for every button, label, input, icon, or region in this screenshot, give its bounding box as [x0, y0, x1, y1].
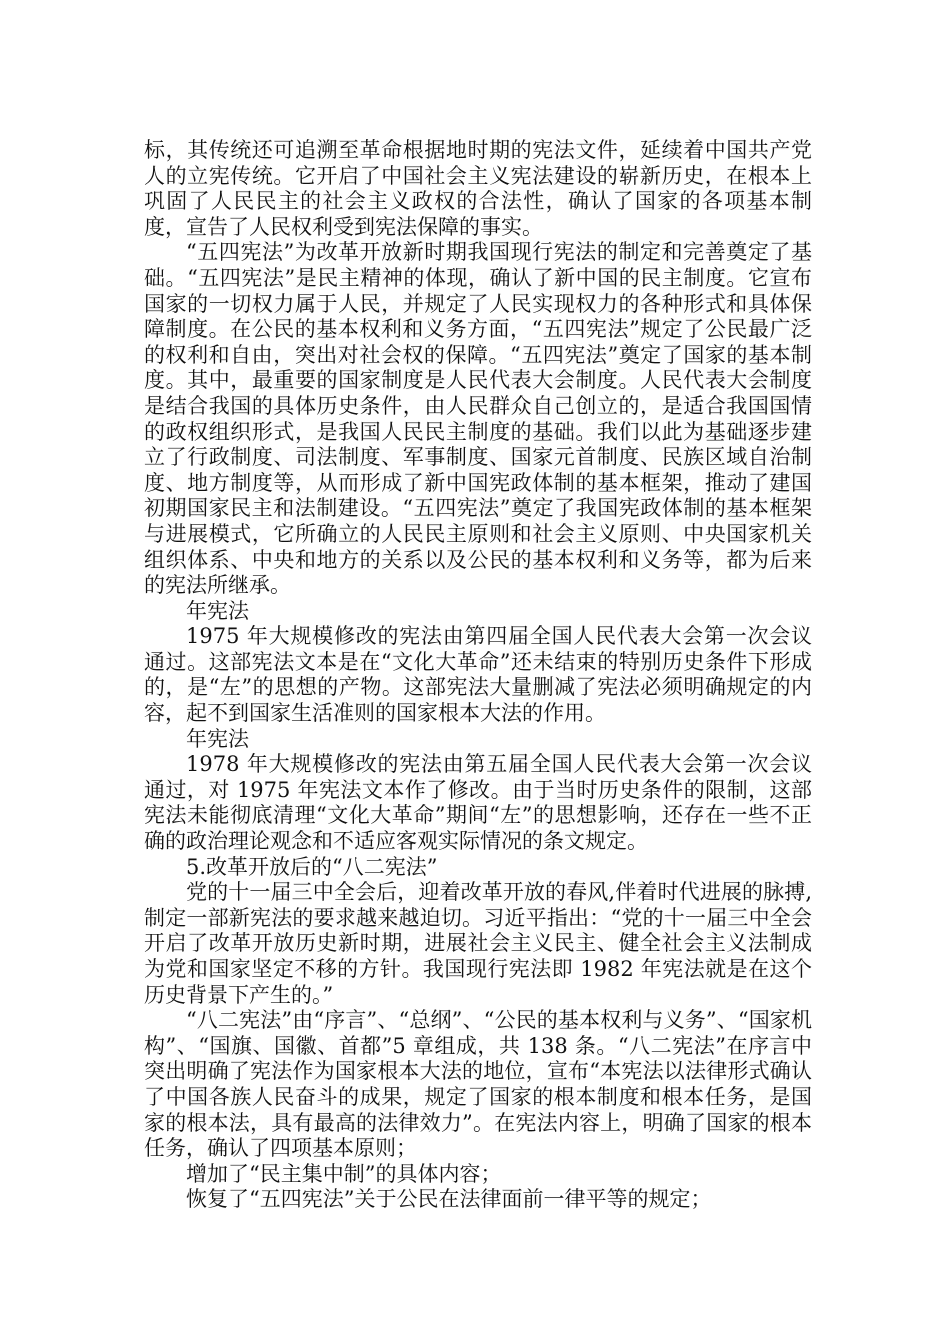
paragraph: “八二宪法”由“序言”、“总纲”、“公民的基本权利与义务”、“国家机构”、“国旗、国徽、首都”5 章组成，共 138 条。“八二宪法”在序言中突出明确了宪法作为国家根本大法的地位，宣布“本宪法以法律形式确认了中国各族人民奋斗的成果，规定了国家的根本制度和根本任务，是国家的根本法，具有最高的法律效力”。在宪法内容上，明确了国家的根本任务，确认了四项基本原则；	[144, 1008, 812, 1161]
document-body	[144, 138, 812, 1213]
paragraph: 增加了“民主集中制”的具体内容；	[186, 1161, 502, 1186]
section-heading: 年宪法	[186, 598, 249, 623]
paragraph: 标，其传统还可追溯至革命根据地时期的宪法文件，延续着中国共产党人的立宪传统。它开启了中国社会主义宪法建设的崭新历史，在根本上巩固了人民民主的社会主义政权的合法性，确认了国家的各项基本制度，宣告了人民权利受到宪法保障的事实。	[144, 138, 812, 239]
section-heading: 5.改革开放后的“八二宪法”	[186, 854, 438, 879]
paragraph: 恢复了“五四宪法”关于公民在法律面前一律平等的规定；	[186, 1187, 712, 1212]
paragraph: 党的十一届三中全会后，迎着改革开放的春风,伴着时代进展的脉搏,制定一部新宪法的要求越来越迫切。习近平指出：“党的十一届三中全会开启了改革开放历史新时期，进展社会主义民主、健全社会主义法制成为党和国家坚定不移的方针。我国现行宪法即 1982 年宪法就是在这个历史背景下产生的。”	[144, 880, 812, 1007]
paragraph: 1975 年大规模修改的宪法由第四届全国人民代表大会第一次会议通过。这部宪法文本是在“文化大革命”还未结束的特别历史条件下形成的，是“左”的思想的产物。这部宪法大量删减了宪法必须明确规定的内容，起不到国家生活准则的国家根本大法的作用。	[144, 624, 812, 726]
paragraph: “五四宪法”为改革开放新时期我国现行宪法的制定和完善奠定了基础。“五四宪法”是民主精神的体现，确认了新中国的民主制度。它宣布国家的一切权力属于人民，并规定了人民实现权力的各种形式和具体保障制度。在公民的基本权利和义务方面，“五四宪法”规定了公民最广泛的权利和自由，突出对社会权的保障。“五四宪法”奠定了国家的基本制度。其中，最重要的国家制度是人民代表大会制度。人民代表大会制度是结合我国的具体历史条件，由人民群众自己创立的，是适合我国国情的政权组织形式，是我国人民民主制度的基础。我们以此为基础逐步建立了行政制度、司法制度、军事制度、国家元首制度、民族区域自治制度、地方制度等，从而形成了新中国宪政体制的基本框架，推动了建国初期国家民主和法制建设。“五四宪法”奠定了我国宪政体制的基本框架与进展模式，它所确立的人民民主原则和社会主义原则、中央国家机关组织体系、中央和地方的关系以及公民的基本权利和义务等，都为后来的宪法所继承。	[144, 240, 812, 598]
paragraph: 1978 年大规模修改的宪法由第五届全国人民代表大会第一次会议通过，对 1975 年宪法文本作了修改。由于当时历史条件的限制，这部宪法未能彻底清理“文化大革命”期间“左”的思想影响，还存在一些不正确的政治理论观念和不适应客观实际情况的条文规定。	[144, 752, 812, 854]
section-heading: 年宪法	[186, 726, 249, 751]
